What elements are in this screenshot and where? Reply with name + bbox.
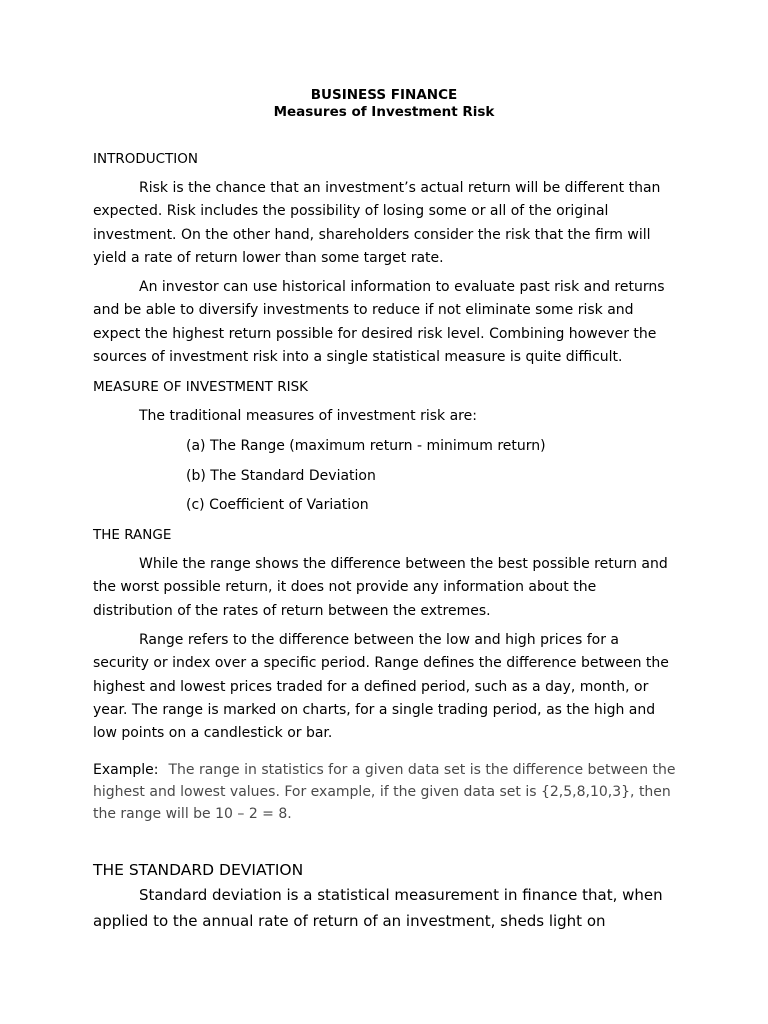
standard-deviation-paragraph: Standard deviation is a statistical measurement in finance that, when applied to the annual rate of return of an investment, sheds light on bbox=[93, 886, 663, 930]
introduction-paragraph-2: An investor can use historical information to evaluate past risk and returns and be able to diversify investments to reduce if not eliminate some risk and expect the highest return possible for desired risk level. Combining however the sources of investment risk into a single statistical measure is quite difficult. bbox=[93, 279, 665, 365]
document-title: BUSINESS FINANCE bbox=[310, 87, 458, 103]
measure-item-standard-deviation: (b) The Standard Deviation bbox=[186, 468, 376, 484]
range-heading: THE RANGE bbox=[93, 527, 172, 543]
standard-deviation-heading: THE STANDARD DEVIATION bbox=[93, 861, 304, 879]
range-paragraph-1: While the range shows the difference between the best possible return and the worst possible return, it does not provide any information about the distribution of the rates of return between the extremes. bbox=[93, 556, 668, 619]
measures-intro: The traditional measures of investment risk are: bbox=[139, 408, 477, 424]
measures-heading: MEASURE OF INVESTMENT RISK bbox=[93, 379, 309, 395]
range-paragraph-2: Range refers to the difference between the low and high prices for a security or index over a specific period. Range defines the difference between the highest and lowest prices traded for a defined period, such as a day, month, or year. The range is marked on charts, for a single trading period, as the high and low points on a candlestick or bar. bbox=[93, 632, 669, 742]
introduction-paragraph-1: Risk is the chance that an investment’s actual return will be different than expected. Risk includes the possibility of losing some or all of the original investment. On the other hand, shareholders consider the risk that the firm will yield a rate of return lower than some target rate. bbox=[93, 180, 661, 266]
example-label: Example: bbox=[93, 762, 159, 778]
range-example bbox=[93, 759, 678, 825]
measure-item-coefficient-of-variation: (c) Coefficient of Variation bbox=[186, 497, 369, 513]
example-text: The range in statistics for a given data set is the difference between the highest and lowest values. For example, if the given data set is {2,5,8,10,3}, then the range will be 10 – 2 = 8. bbox=[93, 762, 676, 822]
introduction-heading: INTRODUCTION bbox=[93, 151, 198, 167]
measure-item-range: (a) The Range (maximum return - minimum return) bbox=[186, 438, 546, 454]
document-subtitle: Measures of Investment Risk bbox=[273, 104, 495, 120]
